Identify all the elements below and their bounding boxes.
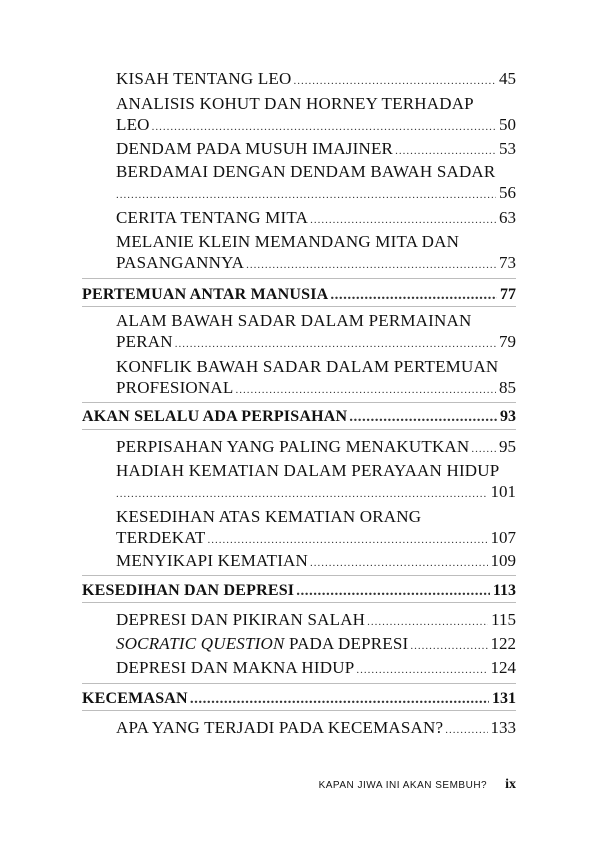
toc-chapter-kecemasan[interactable] [82,688,516,710]
toc-page-number: 79 [499,332,516,351]
toc-page-number: 77 [500,286,516,303]
toc-entry-apa-yang-terjadi[interactable] [116,717,516,741]
toc-entry-title-line2: PERAN [116,332,173,351]
toc-entry-title-line1: MELANIE KLEIN MEMANDANG MITA DAN [116,232,460,251]
dot-leader [395,141,496,162]
toc-page-number: 101 [490,482,516,501]
divider [82,602,516,603]
toc-entry-title-line1: KONFLIK BAWAH SADAR DALAM PERTEMUAN [116,357,499,376]
toc-entry-dendam-musuh[interactable] [116,138,516,162]
toc-entry-menyikapi-kematian[interactable] [116,550,516,574]
toc-entry-melanie-klein[interactable] [116,231,516,276]
divider [82,429,516,430]
toc-entry-analisis-kohut[interactable] [116,93,516,138]
divider [82,575,516,576]
dot-leader [207,530,487,551]
dot-leader [445,720,487,741]
dot-leader [152,117,496,138]
dot-leader [235,380,496,401]
dot-leader [356,660,487,681]
toc-entry-title: PERPISAHAN YANG PALING MENAKUTKAN [116,437,470,456]
divider [82,710,516,711]
toc-entry-title-line2: PASANGANNYA [116,253,245,272]
toc-entry-title: MENYIKAPI KEMATIAN [116,551,309,570]
toc-chapter-title: KESEDIHAN DAN DEPRESI [82,582,295,599]
toc-entry-perpisahan-menakutkan[interactable] [116,436,516,460]
toc-page-number: 50 [499,115,516,134]
toc-page-number: 124 [490,658,516,677]
toc-entry-depresi-pikiran[interactable] [116,609,516,633]
toc-entry-alam-bawah-sadar[interactable] [116,310,516,355]
toc-entry-title: DENDAM PADA MUSUH IMAJINER [116,139,394,158]
divider [82,306,516,307]
toc-entry-title-line1: HADIAH KEMATIAN DALAM PERAYAAN HIDUP [116,461,500,480]
divider [82,278,516,279]
dot-leader [310,210,496,231]
dot-leader [246,255,496,276]
toc-page-number: 85 [499,378,516,397]
toc-page-number: 95 [499,437,516,456]
toc-entry-title-line1: KESEDIHAN ATAS KEMATIAN ORANG [116,507,422,526]
page-footer [0,775,516,793]
toc-entry-title: CERITA TENTANG MITA [116,208,309,227]
toc-page-number: 122 [490,634,516,653]
toc-chapter-title: PERTEMUAN ANTAR MANUSIA [82,286,329,303]
toc-entry-title: KISAH TENTANG LEO [116,69,292,88]
dot-leader [471,439,496,460]
toc-entry-hadiah-kematian[interactable] [116,460,516,505]
dot-leader [367,612,488,633]
divider [82,683,516,684]
toc-page-number: 53 [499,139,516,158]
toc-entry-title: APA YANG TERJADI PADA KECEMASAN? [116,718,444,737]
toc-page-number: 131 [492,690,516,707]
toc-page-number: 93 [500,408,516,425]
toc-chapter-pertemuan[interactable] [82,284,516,306]
toc-entry-title-italic: SOCRATIC QUESTION [116,634,285,653]
dot-leader [175,334,496,355]
dot-leader [349,407,497,428]
toc-entry-kisah-tentang-leo[interactable] [116,68,516,92]
toc-chapter-kesedihan-depresi[interactable] [82,580,516,602]
toc-chapter-title: AKAN SELALU ADA PERPISAHAN [82,408,348,425]
toc-entry-title-line1: BERDAMAI DENGAN DENDAM BAWAH SADAR [116,162,496,181]
dot-leader [116,484,488,505]
toc-entry-title-line2: LEO [116,115,150,134]
toc-page-number: 56 [499,183,516,202]
toc-page-number: 133 [490,718,516,737]
toc-entry-title-rest: PADA DEPRESI [284,634,409,653]
toc-entry-konflik[interactable] [116,356,516,401]
divider [82,402,516,403]
toc-page-number: 73 [499,253,516,272]
toc-page-number: 115 [491,610,516,629]
toc-page-number: 45 [499,69,516,88]
toc-entry-cerita-mita[interactable] [116,207,516,231]
toc-entry-title: DEPRESI DAN PIKIRAN SALAH [116,610,366,629]
toc-page-number: 109 [490,551,516,570]
toc-entry-title-line2: TERDEKAT [116,528,206,547]
toc-entry-kesedihan-kematian[interactable] [116,506,516,551]
toc-entry-title-line2: PROFESIONAL [116,378,234,397]
toc-entry-title: DEPRESI DAN MAKNA HIDUP [116,658,355,677]
toc-entry-berdamai[interactable] [116,161,516,206]
dot-leader [190,689,489,710]
toc-page-number: 113 [492,582,516,599]
toc-chapter-perpisahan[interactable] [82,406,516,428]
dot-leader [293,71,496,92]
toc-entry-socratic-question[interactable] [116,633,516,657]
toc-chapter-title: KECEMASAN [82,690,188,707]
dot-leader [116,185,496,206]
toc-page-number: 107 [490,528,516,547]
dot-leader [310,553,487,574]
toc-page-number: 63 [499,208,516,227]
toc-entry-title-line1: ALAM BAWAH SADAR DALAM PERMAINAN [116,311,472,330]
dot-leader [296,581,490,602]
footer-page-number: ix [505,777,516,792]
toc-entry-title-line1: ANALISIS KOHUT DAN HORNEY TERHADAP [116,94,474,113]
dot-leader [410,636,487,657]
dot-leader [330,285,497,306]
toc-entry-depresi-makna[interactable] [116,657,516,681]
footer-book-title: KAPAN JIWA INI AKAN SEMBUH? [318,780,488,791]
